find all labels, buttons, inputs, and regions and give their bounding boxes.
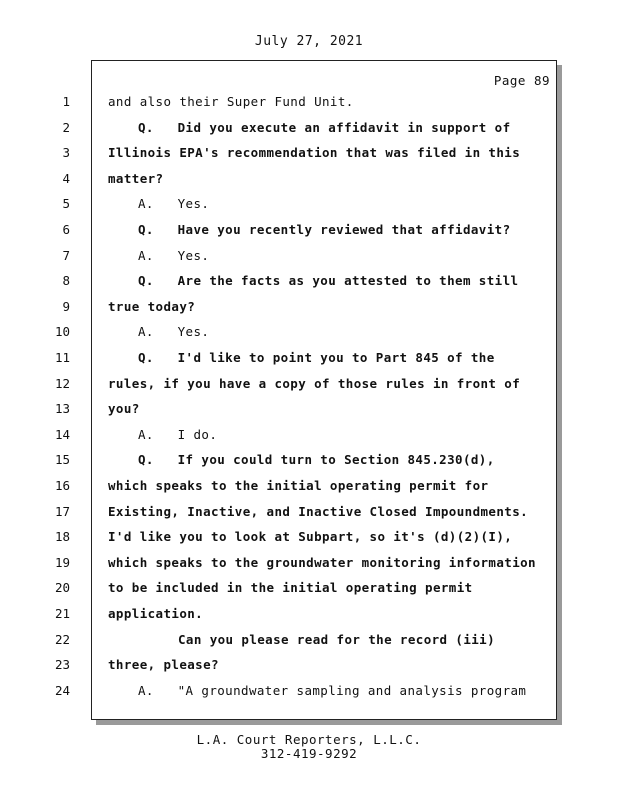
line-number: 2 bbox=[62, 119, 70, 135]
line-text: Illinois EPA's recommendation that was filed in this bbox=[108, 145, 521, 161]
line-text: Q. Did you execute an affidavit in support of bbox=[138, 119, 511, 135]
page-number: Page 89 bbox=[493, 73, 550, 88]
line-text: A. Yes. bbox=[138, 324, 210, 340]
transcript-line bbox=[62, 298, 556, 319]
line-text: which speaks to the groundwater monitoring information bbox=[108, 554, 536, 570]
line-number: 20 bbox=[54, 580, 70, 596]
footer bbox=[0, 733, 618, 761]
transcript-line bbox=[54, 503, 556, 524]
transcript-line bbox=[54, 631, 556, 652]
line-number: 23 bbox=[54, 657, 70, 673]
header-date: July 27, 2021 bbox=[254, 34, 364, 49]
transcript-line bbox=[54, 350, 556, 370]
transcript-line bbox=[62, 170, 556, 191]
line-number: 10 bbox=[54, 324, 70, 340]
transcript-line bbox=[62, 196, 556, 216]
line-text: Q. Have you recently reviewed that affidavit? bbox=[138, 222, 511, 237]
line-number: 18 bbox=[54, 529, 70, 545]
transcript-line bbox=[54, 401, 556, 421]
line-number: 14 bbox=[54, 426, 70, 442]
line-number: 3 bbox=[62, 145, 70, 161]
transcript-line bbox=[62, 222, 556, 242]
line-text: Q. I'd like to point you to Part 845 of the bbox=[138, 350, 495, 365]
transcript-lines bbox=[54, 61, 556, 719]
line-number: 11 bbox=[54, 350, 70, 365]
line-number: 5 bbox=[62, 196, 70, 212]
transcript-line bbox=[62, 94, 556, 114]
line-number: 12 bbox=[54, 375, 70, 391]
line-number: 8 bbox=[62, 273, 70, 289]
line-text: application. bbox=[108, 606, 204, 621]
line-number: 21 bbox=[54, 606, 70, 621]
line-text: which speaks to the initial operating permit for bbox=[108, 478, 489, 493]
line-number: 19 bbox=[54, 554, 70, 570]
transcript-line bbox=[54, 426, 556, 447]
line-number: 6 bbox=[62, 222, 70, 237]
transcript-line bbox=[54, 324, 556, 344]
line-number: 22 bbox=[54, 631, 70, 647]
line-text: three, please? bbox=[108, 657, 219, 673]
transcript-line bbox=[54, 606, 556, 626]
line-text: I'd like you to look at Subpart, so it's (d)(2)(I), bbox=[108, 529, 513, 545]
line-text: Can you please read for the record (iii) bbox=[178, 631, 496, 647]
transcript-line bbox=[54, 554, 556, 575]
line-number: 1 bbox=[62, 94, 70, 109]
line-number: 24 bbox=[54, 682, 70, 698]
transcript-line bbox=[54, 657, 556, 677]
transcript-line bbox=[62, 119, 556, 140]
transcript-line bbox=[54, 580, 556, 600]
footer-phone: 312-419-9292 bbox=[260, 746, 358, 761]
line-text: matter? bbox=[108, 170, 164, 186]
line-text: Q. Are the facts as you attested to them still bbox=[138, 273, 519, 289]
line-text: A. I do. bbox=[138, 426, 218, 442]
line-text: to be included in the initial operating permit bbox=[108, 580, 473, 596]
line-text: you? bbox=[108, 401, 140, 417]
transcript-line bbox=[62, 273, 556, 293]
line-number: 15 bbox=[54, 452, 70, 468]
transcript-line bbox=[54, 452, 556, 472]
line-text: rules, if you have a copy of those rules in front of bbox=[108, 375, 521, 391]
line-number: 7 bbox=[62, 247, 70, 263]
line-text: A. Yes. bbox=[138, 247, 210, 263]
line-number: 16 bbox=[54, 478, 70, 493]
line-text: Existing, Inactive, and Inactive Closed Impoundments. bbox=[108, 503, 529, 519]
transcript-line bbox=[54, 375, 556, 396]
line-text: Q. If you could turn to Section 845.230(d), bbox=[138, 452, 495, 468]
transcript-line bbox=[54, 478, 556, 498]
line-number: 17 bbox=[54, 503, 70, 519]
line-text: A. Yes. bbox=[138, 196, 210, 212]
line-number: 9 bbox=[62, 298, 70, 314]
line-number: 13 bbox=[54, 401, 70, 417]
line-text: and also their Super Fund Unit. bbox=[108, 94, 354, 109]
footer-company: L.A. Court Reporters, L.L.C. bbox=[196, 732, 422, 747]
transcript-line bbox=[62, 145, 556, 165]
transcript-page bbox=[54, 60, 557, 720]
transcript-line bbox=[54, 682, 556, 703]
transcript-line bbox=[54, 529, 556, 549]
transcript-line bbox=[62, 247, 556, 268]
line-text: A. "A groundwater sampling and analysis program bbox=[138, 682, 527, 698]
line-number: 4 bbox=[62, 170, 70, 186]
line-text: true today? bbox=[108, 298, 196, 314]
